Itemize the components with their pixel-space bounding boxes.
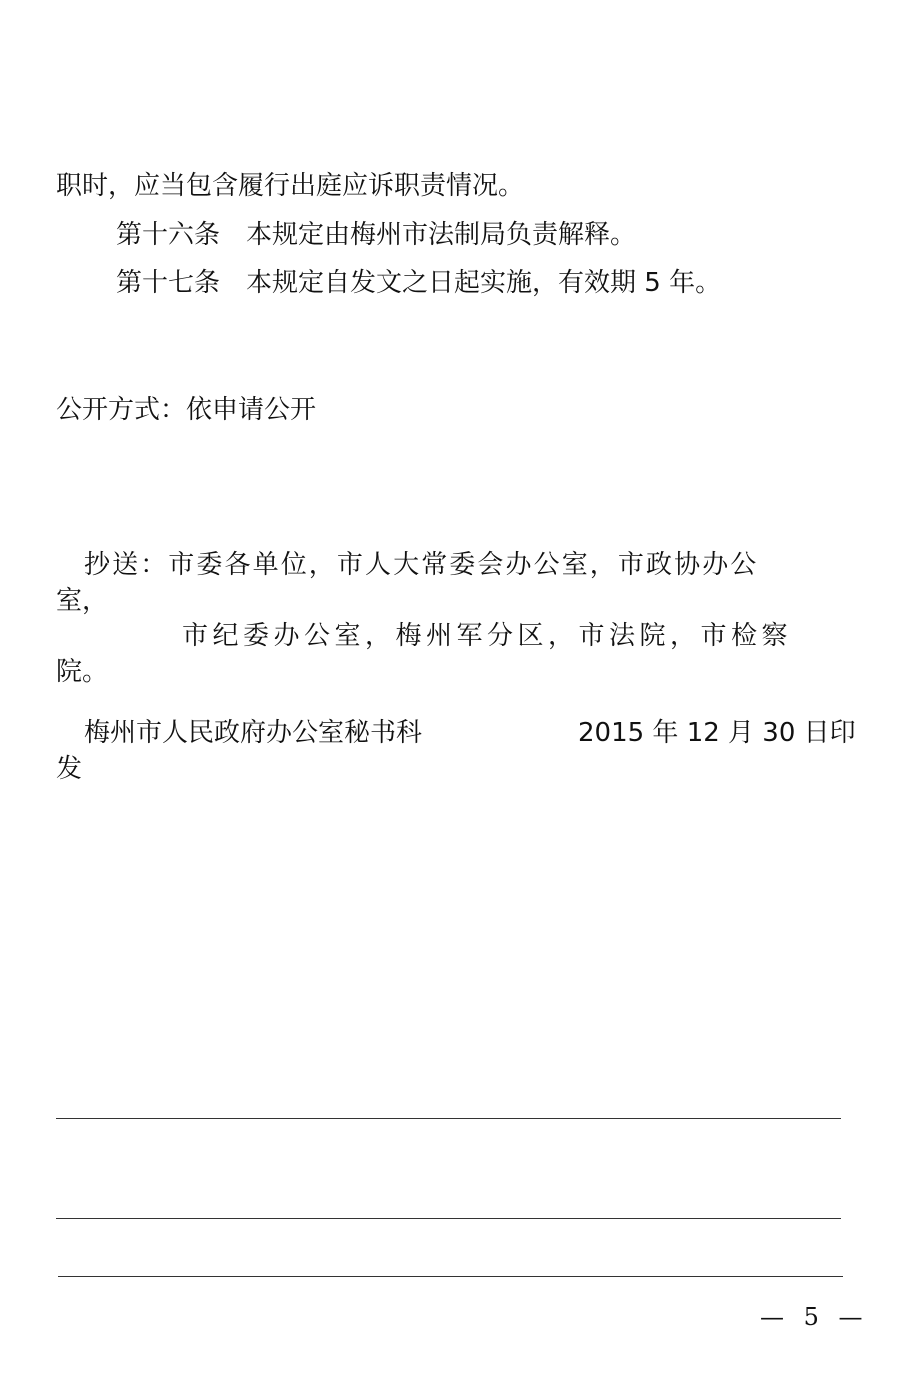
rule-middle [56, 1218, 841, 1219]
issue-date: 2015 年 12 月 30 日印 [578, 718, 856, 748]
article-16: 第十六条 本规定由梅州市法制局负责解释。 [116, 220, 637, 250]
cc-line-2: 市纪委办公室，梅州军分区，市法院，市检察 [182, 621, 793, 651]
body-line-1: 职时，应当包含履行出庭应诉职责情况。 [56, 171, 525, 201]
rule-bottom [58, 1276, 843, 1277]
rule-top [56, 1118, 841, 1119]
cc-line-1: 抄送：市委各单位，市人大常委会办公室，市政协办公 [84, 550, 759, 580]
issue-date-wrap: 发 [56, 754, 83, 784]
disclosure-method: 公开方式：依申请公开 [56, 395, 317, 425]
cc-line-1-wrap: 室， [56, 586, 109, 616]
page-number: — 5 — [760, 1303, 869, 1331]
cc-line-2-wrap: 院。 [56, 657, 109, 687]
issuing-office: 梅州市人民政府办公室秘书科 [84, 718, 423, 748]
article-17: 第十七条 本规定自发文之日起实施，有效期 5 年。 [116, 268, 722, 298]
